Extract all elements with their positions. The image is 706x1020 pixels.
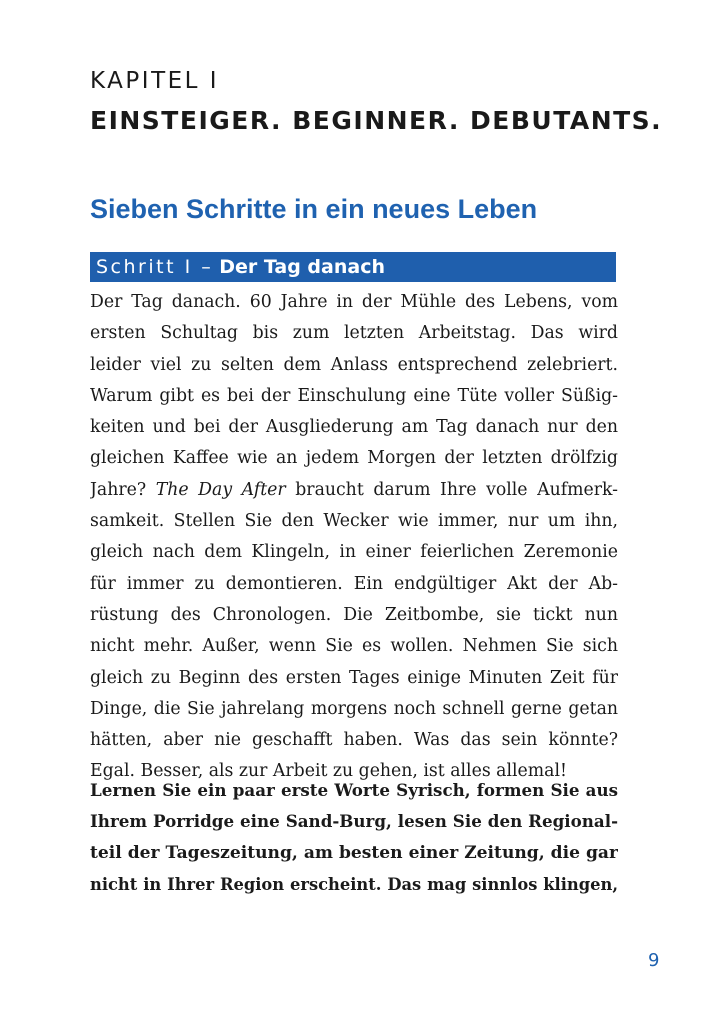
body-line: keiten und bei der Ausgliederung am Tag danach nur den xyxy=(90,417,618,438)
body-line: hätten, aber nie geschafft haben. Was das sein könnte? xyxy=(90,730,618,751)
body-line: Dinge, die Sie jahrelang morgens noch schnell gerne getan xyxy=(90,698,618,719)
italic-title: The Day After xyxy=(155,479,286,500)
bold-line: nicht in Ihrer Region erscheint. Das mag sinnlos klingen, xyxy=(90,874,618,894)
body-line-start: Jahre? xyxy=(90,479,147,500)
body-line: ersten Schultag bis zum letzten Arbeitstag. Das wird xyxy=(90,323,618,344)
page-number: 9 xyxy=(648,950,660,971)
body-line: Warum gibt es bei der Einschulung eine Tüte voller Süßig- xyxy=(90,385,618,406)
body-line: Der Tag danach. 60 Jahre in der Mühle des Lebens, vom xyxy=(90,292,618,312)
body-line-end: braucht darum Ihre volle Aufmerk- xyxy=(295,479,618,500)
step-prefix: Schritt I – xyxy=(96,256,214,278)
body-line: gleich zu Beginn des ersten Tages einige Minuten Zeit für xyxy=(90,667,618,688)
step-heading-bar xyxy=(90,252,616,282)
chapter-label: KAPITEL I xyxy=(90,68,220,94)
step-title: Der Tag danach xyxy=(219,256,385,278)
body-line-mixed xyxy=(90,475,618,506)
body-line: samkeit. Stellen Sie den Wecker wie immer, nur um ihn, xyxy=(90,511,618,532)
bold-line: Ihrem Porridge eine Sand-Burg, lesen Sie den Regional- xyxy=(90,811,618,832)
body-line: leider viel zu selten dem Anlass entsprechend zelebriert. xyxy=(90,354,618,375)
body-line: für immer zu demontieren. Ein endgültiger Akt der Ab- xyxy=(90,573,618,594)
section-title: Sieben Schritte in ein neues Leben xyxy=(90,194,538,224)
chapter-title: EINSTEIGER. BEGINNER. DEBUTANTS. xyxy=(90,106,663,135)
body-paragraph xyxy=(90,287,618,788)
body-line: rüstung des Chronologen. Die Zeitbombe, sie tickt nun xyxy=(90,604,618,625)
bold-line: teil der Tageszeitung, am besten einer Zeitung, die gar xyxy=(90,842,618,863)
bold-line: Lernen Sie ein paar erste Worte Syrisch, formen Sie aus xyxy=(90,780,618,800)
body-line: gleichen Kaffee wie an jedem Morgen der letzten drölfzig xyxy=(90,448,618,469)
body-line: nicht mehr. Außer, wenn Sie es wollen. Nehmen Sie sich xyxy=(90,636,618,657)
body-line: Egal. Besser, als zur Arbeit zu gehen, ist alles allemal! xyxy=(90,761,567,782)
body-line: gleich nach dem Klingeln, in einer feierlichen Zeremonie xyxy=(90,542,618,563)
bold-paragraph xyxy=(90,775,618,900)
